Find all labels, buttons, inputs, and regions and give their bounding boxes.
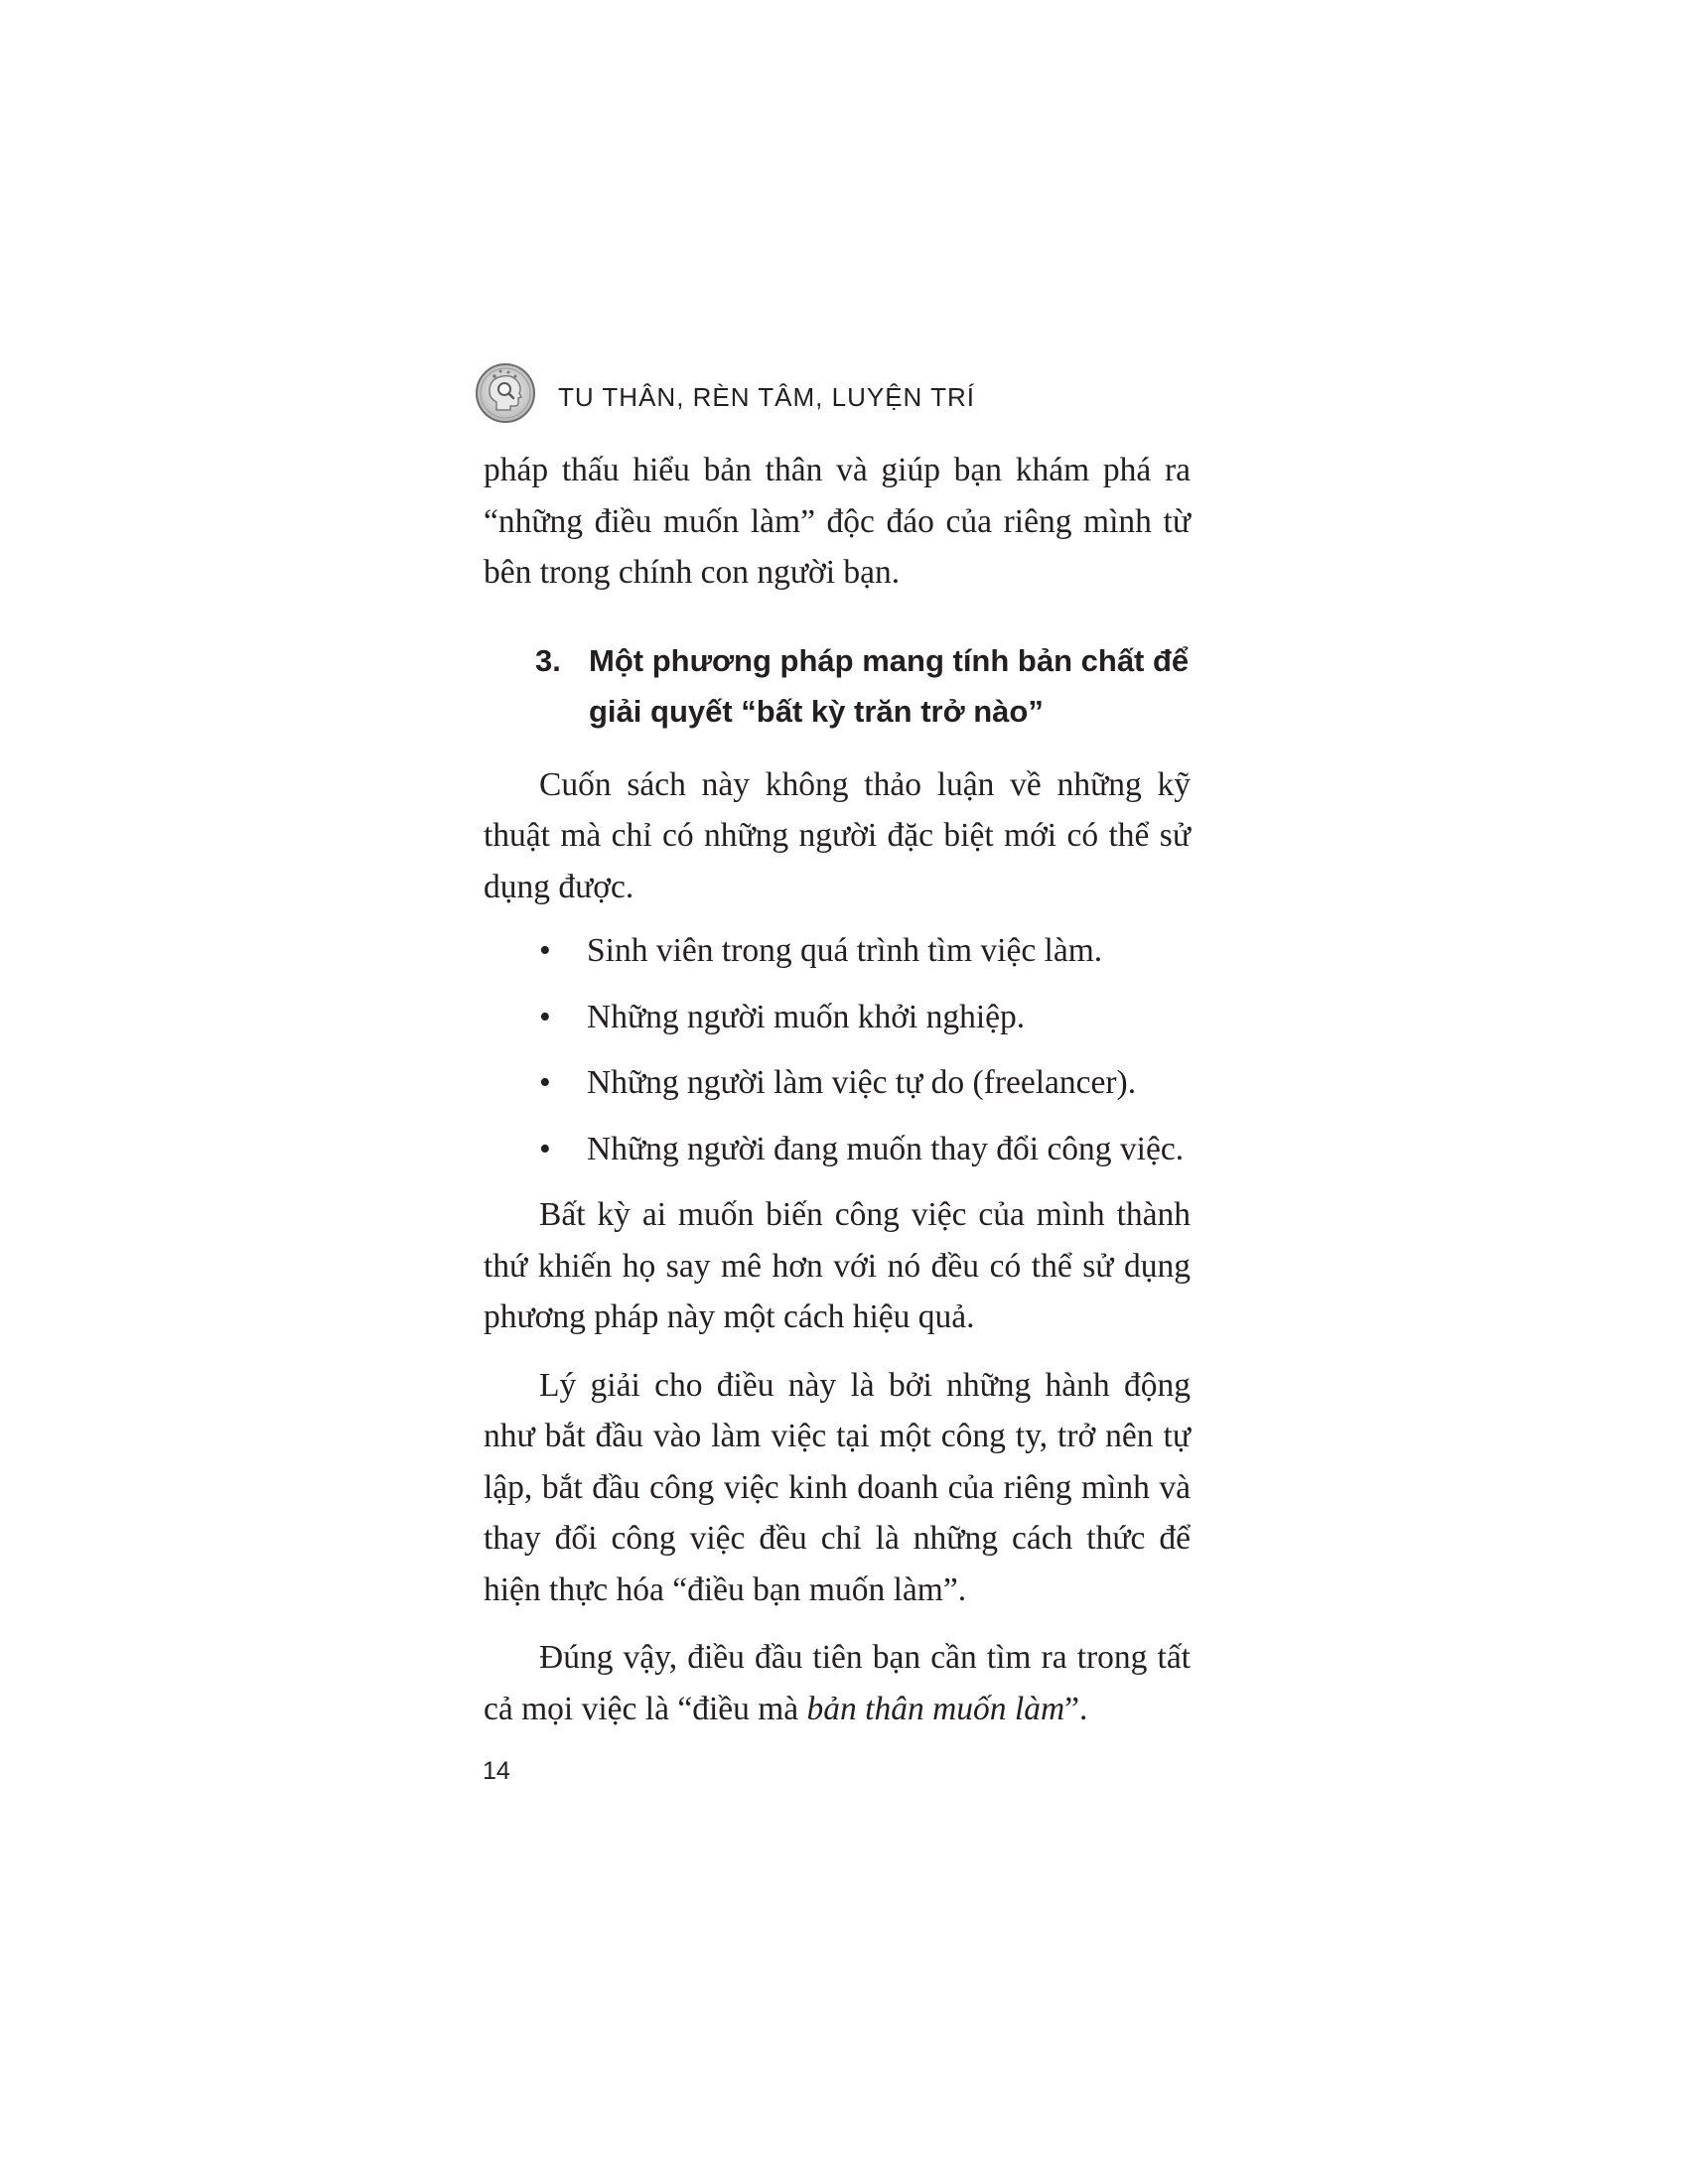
bullet-dot: •: [539, 1064, 551, 1101]
section-number: 3.: [535, 642, 561, 678]
list-item-text: Sinh viên trong quá trình tìm việc làm.: [587, 932, 1103, 969]
paragraph-4-ending: ”.: [1064, 1690, 1088, 1727]
running-header-title: TU THÂN, RÈN TÂM, LUYỆN TRÍ: [558, 382, 975, 412]
paragraph-4-emphasis: bản thân muốn làm: [806, 1690, 1065, 1727]
section-heading: [484, 635, 1191, 738]
list-item-text: Những người muốn khởi nghiệp.: [587, 998, 1026, 1035]
paragraph-4-text: Đúng vậy, điều đầu tiên bạn cần tìm ra trong tất cả mọi việc là “điều mà: [484, 1639, 1191, 1727]
bullet-list: [484, 925, 1191, 1174]
bullet-dot: •: [539, 1130, 551, 1167]
paragraph-1: Cuốn sách này không thảo luận về những kỹ thuật mà chỉ có những người đặc biệt mới có thể sử dụng được.: [484, 765, 1191, 905]
paragraph-4: [484, 1632, 1191, 1734]
bullet-dot: •: [539, 932, 551, 969]
list-item-text: Những người làm việc tự do (freelancer).: [587, 1064, 1137, 1101]
list-item-text: Những người đang muốn thay đổi công việc.: [587, 1130, 1185, 1167]
text-column: [484, 445, 1191, 1734]
paragraph-3: Lý giải cho điều này là bởi những hành động như bắt đầu vào làm việc tại một công ty, trở nên tự lập, bắt đầu công việc kinh doanh của riêng mình và thay đổi công việc đều chỉ là những cách thức để hiện thực hóa “điều bạn muốn làm”.: [484, 1366, 1191, 1608]
list-item: [484, 1124, 1191, 1175]
list-item: [484, 925, 1191, 977]
bullet-dot: •: [539, 998, 551, 1035]
section-title: Một phương pháp mang tính bản chất để giải quyết “bất kỳ trăn trở nào”: [589, 642, 1190, 729]
list-item: [484, 1057, 1191, 1109]
list-item: [484, 992, 1191, 1043]
running-header: [475, 362, 1190, 426]
head-with-magnifier-icon: [475, 362, 536, 424]
intro-paragraph: pháp thấu hiểu bản thân và giúp bạn khám phá ra “những điều muốn làm” độc đáo của riêng mình từ bên trong chính con người bạn.: [484, 452, 1191, 591]
paragraph-2: Bất kỳ ai muốn biến công việc của mình thành thứ khiến họ say mê hơn với nó đều có thể sử dụng phương pháp này một cách hiệu quả.: [484, 1196, 1191, 1335]
page-number: 14: [483, 1757, 510, 1785]
